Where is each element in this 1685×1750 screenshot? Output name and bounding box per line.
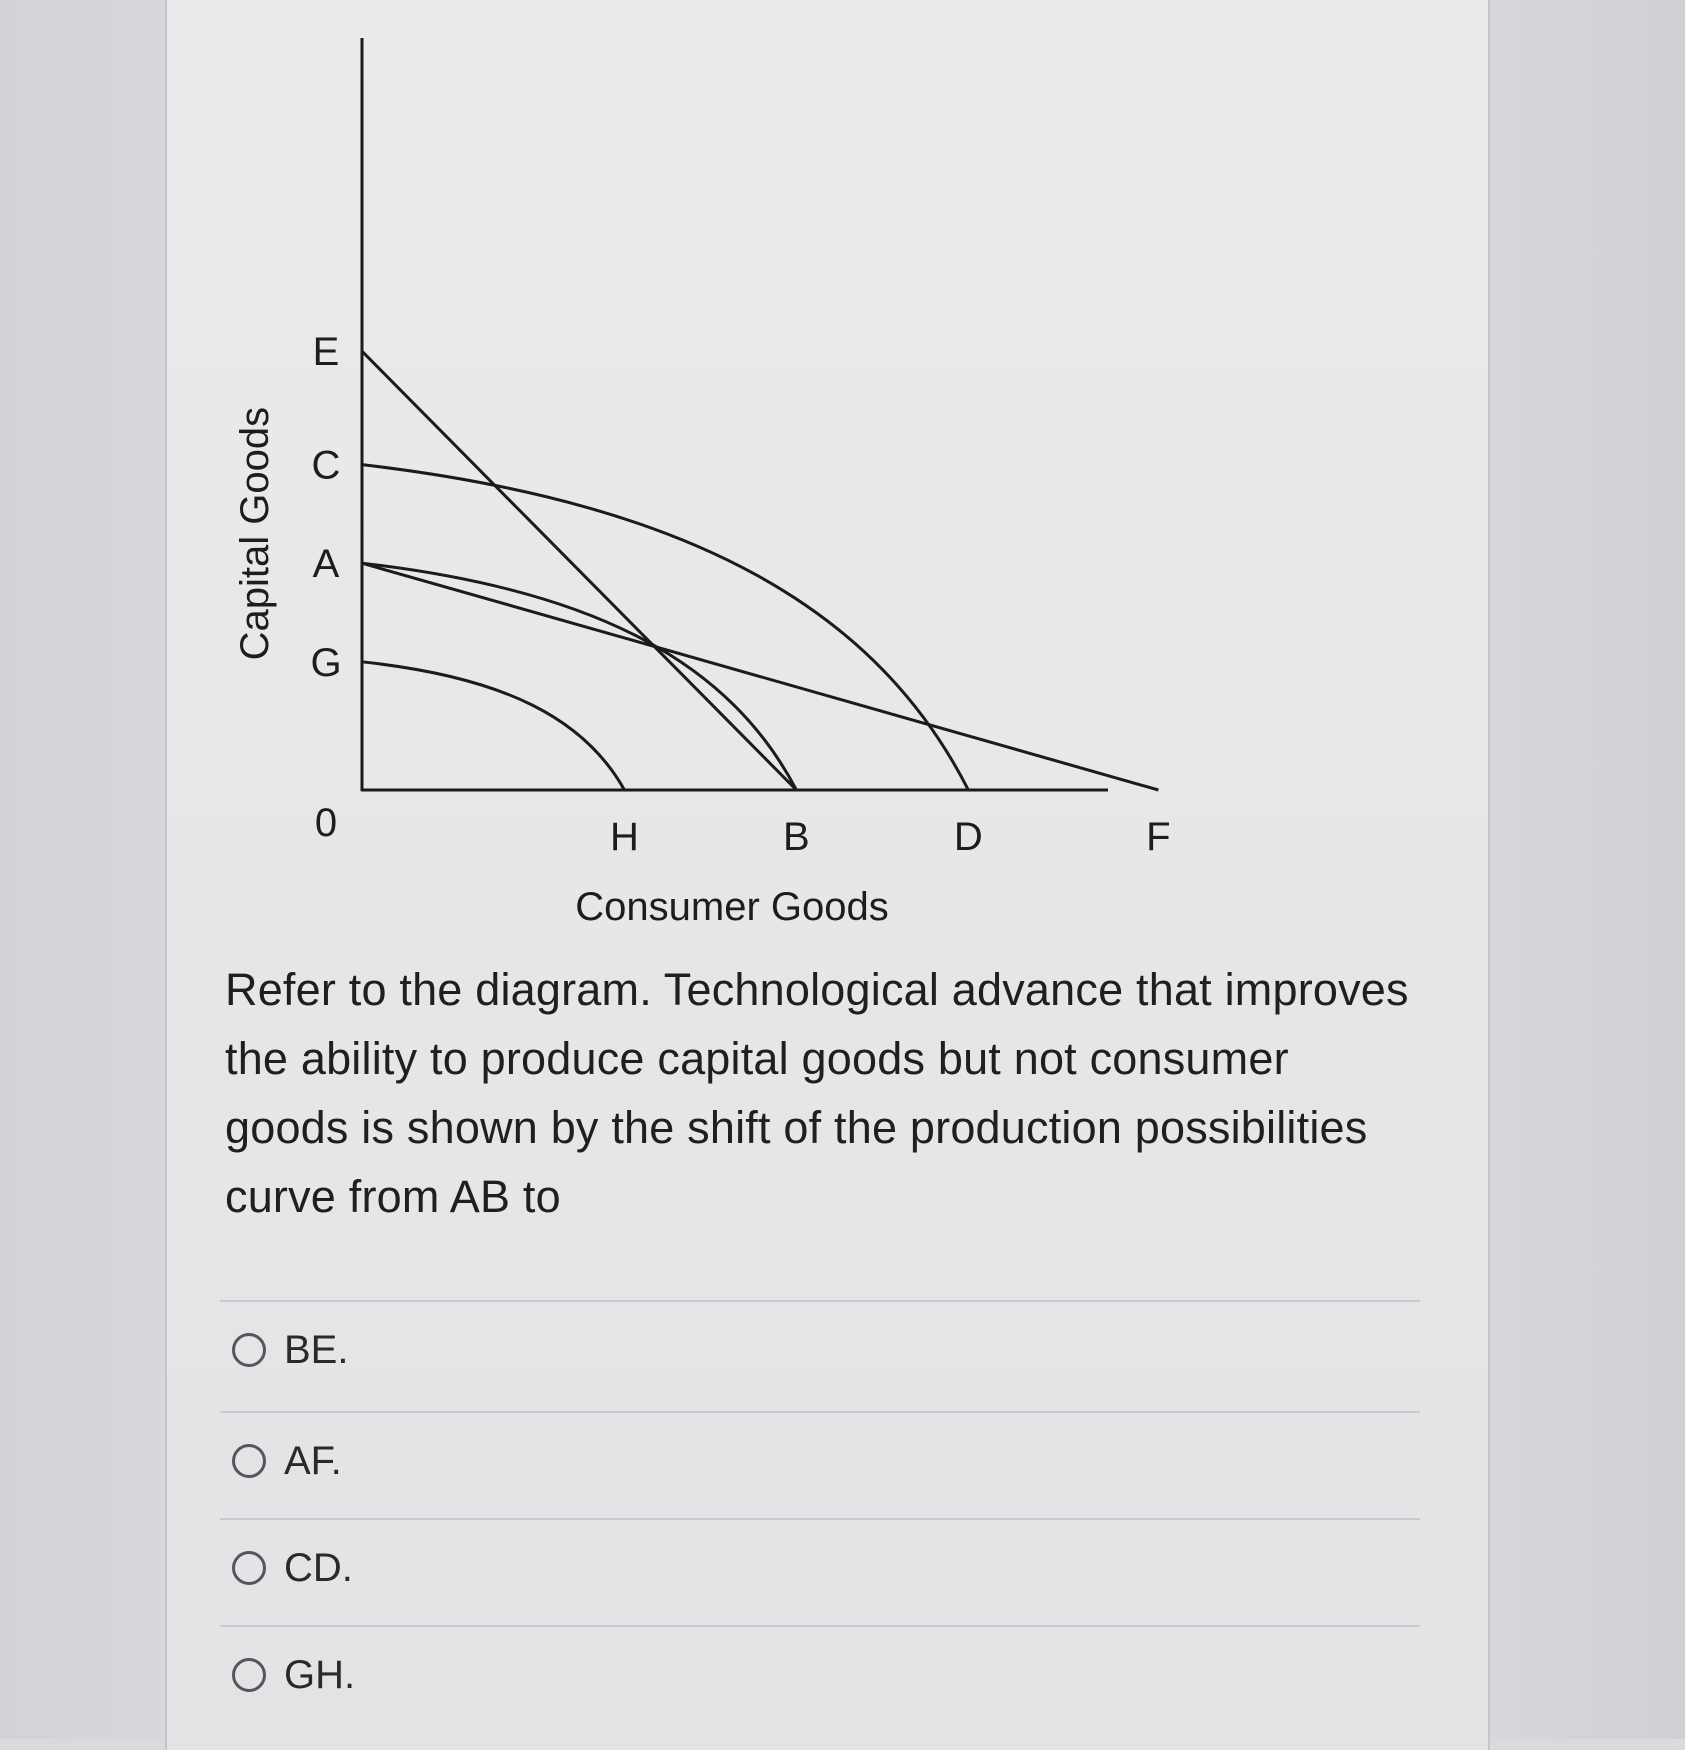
x-point-label-b: B <box>783 815 810 859</box>
x-point-label-h: H <box>610 815 639 859</box>
y-point-label-c: C <box>311 443 341 488</box>
radio-icon[interactable] <box>232 1658 266 1692</box>
x-axis-title: Consumer Goods <box>575 885 889 929</box>
origin-label: 0 <box>314 801 338 845</box>
option-label: CD. <box>284 1545 353 1590</box>
x-point-label-d: D <box>953 815 983 859</box>
option-divider <box>220 1518 1420 1520</box>
y-point-label-a: A <box>312 542 340 587</box>
question-text: Refer to the diagram. Technological advance that improves the ability to produce capital goods but not consumer goods is shown by the shift of the production possibilities curve from AB to <box>225 964 1409 1222</box>
curve-gh <box>362 662 624 790</box>
option-divider <box>220 1411 1420 1413</box>
option-cd[interactable] <box>232 1538 353 1598</box>
option-divider <box>220 1300 1420 1302</box>
option-label: AF. <box>284 1438 342 1483</box>
curve-af <box>362 563 1158 790</box>
option-divider <box>220 1625 1420 1627</box>
radio-icon[interactable] <box>232 1444 266 1478</box>
y-axis-title: Capital Goods <box>233 406 277 661</box>
x-point-label-f: F <box>1146 815 1171 859</box>
curve-ab <box>362 563 796 790</box>
radio-icon[interactable] <box>232 1333 266 1367</box>
option-label: BE. <box>284 1327 349 1372</box>
curve-eb <box>362 351 796 790</box>
radio-icon[interactable] <box>232 1551 266 1585</box>
y-point-label-e: E <box>312 330 340 375</box>
option-label: GH. <box>284 1652 356 1697</box>
option-be[interactable] <box>232 1320 348 1380</box>
y-point-label-g: G <box>310 640 342 685</box>
option-gh[interactable] <box>232 1645 355 1705</box>
option-af[interactable] <box>232 1431 342 1491</box>
curve-cd <box>362 465 968 790</box>
